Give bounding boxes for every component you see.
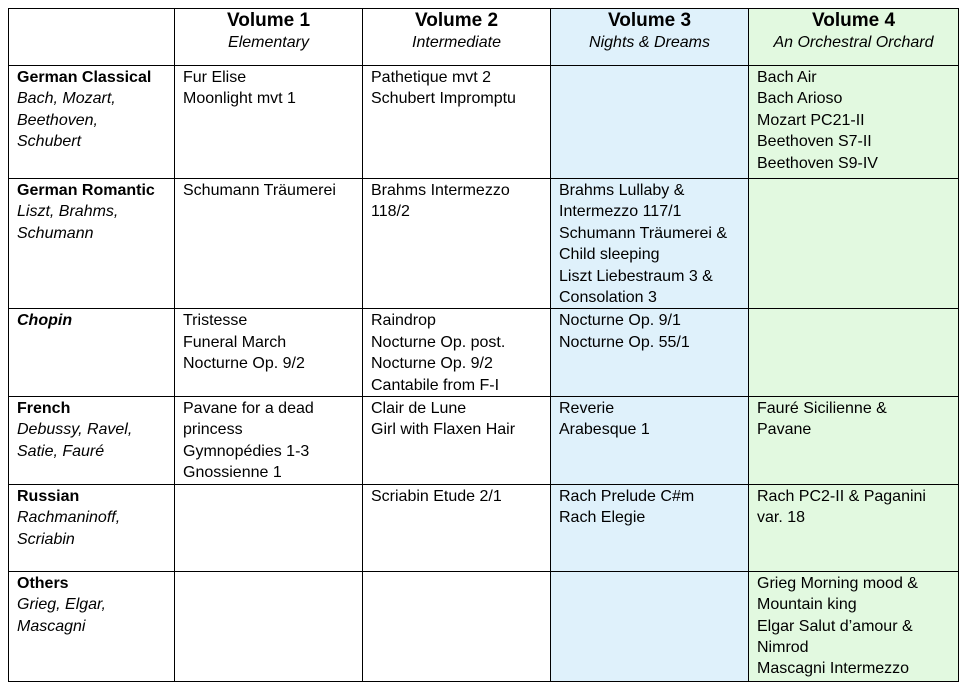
volume-1-cell [175,571,363,681]
volume-4-cell [749,66,959,179]
piece-line: Pavane for a dead [183,400,314,418]
piece-line: Arabesque 1 [559,421,650,439]
header-row [9,9,959,66]
piece-line: Gnossienne 1 [183,464,282,482]
volume-title: Volume 4 [811,10,896,31]
piece-line: Liszt Liebestraum 3 & [559,267,713,285]
volume-1-cell [175,309,363,397]
volume-1-cell [175,66,363,179]
category-cell [9,179,175,309]
table-row [9,309,959,397]
piece-line: Clair de Lune [371,400,467,418]
piece-line: Bach Arioso [757,90,843,108]
piece-line: princess [183,421,243,439]
category-name: Others [17,574,69,592]
piece-line: Grieg Morning mood & [757,574,918,592]
volume-3-cell [551,397,749,485]
volume-header-4 [749,9,959,66]
piece-line: Rach PC2-II & Paganini [757,487,926,505]
composer-line: Liszt, Brahms, [17,203,119,221]
piece-line: Brahms Lullaby & [559,182,685,199]
piece-line: Nocturne Op. 9/2 [371,355,493,373]
piece-line: Schubert Impromptu [371,90,516,108]
table-row [9,571,959,681]
volume-1-cell [175,179,363,309]
volume-3-cell [551,571,749,681]
repertoire-table [8,8,959,682]
piece-line: Child sleeping [559,246,660,264]
table-row [9,66,959,179]
table-row [9,397,959,485]
volume-2-cell [363,66,551,179]
piece-line: Tristesse [183,312,248,330]
volume-title: Volume 2 [414,10,499,31]
volume-4-cell [749,179,959,309]
piece-line: Nimrod [757,638,809,656]
composer-line: Bach, Mozart, [17,90,116,108]
category-name: German Classical [17,69,152,86]
piece-line: Beethoven S9-IV [757,154,878,172]
volume-3-cell [551,309,749,397]
piece-line: Reverie [559,400,615,418]
composer-line: Debussy, Ravel, [17,421,133,439]
piece-line: Girl with Flaxen Hair [371,421,516,439]
piece-line: Mascagni Intermezzo [757,660,910,678]
composer-line: Grieg, Elgar, [17,596,106,614]
piece-line: Pavane [757,421,812,439]
piece-line: Pathetique mvt 2 [371,69,492,86]
volume-title: Volume 1 [226,10,311,31]
piece-line: Schumann Träumerei [183,182,336,199]
volume-3-cell [551,179,749,309]
volume-3-cell [551,484,749,571]
composer-line: Schumann [17,224,94,242]
piece-line: Fur Elise [183,69,247,86]
volume-header-1 [175,9,363,66]
piece-line: Fauré Sicilienne & [757,400,887,418]
volume-3-cell [551,66,749,179]
category-name: Russian [17,487,80,505]
piece-line: Cantabile from F-I [371,376,500,394]
piece-line: Consolation 3 [559,289,657,307]
volume-2-cell [363,571,551,681]
volume-2-cell [363,309,551,397]
piece-line: var. 18 [757,509,806,527]
composer-line: Schubert [17,133,82,151]
piece-line: Funeral March [183,333,287,351]
volume-subtitle: Nights & Dreams [589,34,710,51]
volume-4-cell [749,309,959,397]
volume-4-cell [749,571,959,681]
piece-line: Moonlight mvt 1 [183,90,296,108]
piece-line: Intermezzo 117/1 [559,203,682,221]
piece-line: Nocturne Op. 9/2 [183,355,305,373]
volume-header-2 [363,9,551,66]
category-name: Chopin [17,312,73,330]
composer-line: Mascagni [17,617,86,635]
volume-title: Volume 3 [607,10,692,31]
composer-line: Rachmaninoff, [17,509,121,527]
piece-line: Nocturne Op. 55/1 [559,333,690,351]
piece-line: Nocturne Op. post. [371,333,506,351]
piece-line: 118/2 [371,203,410,221]
piece-line: Schumann Träumerei & [559,224,728,242]
volume-2-cell [363,397,551,485]
volume-1-cell [175,397,363,485]
volume-1-cell [175,484,363,571]
volume-4-cell [749,484,959,571]
category-cell [9,66,175,179]
table-row [9,484,959,571]
piece-line: Beethoven S7-II [757,133,872,151]
composer-line: Beethoven, [17,111,98,129]
piece-line: Brahms Intermezzo [371,182,510,199]
category-name: German Romantic [17,182,155,199]
table-row [9,179,959,309]
category-cell [9,484,175,571]
volume-subtitle: An Orchestral Orchard [773,34,934,51]
piece-line: Mozart PC21-II [757,111,865,129]
volume-subtitle: Intermediate [412,34,501,51]
piece-line: Bach Air [757,69,817,86]
composer-line: Scriabin [17,530,75,548]
piece-line: Rach Prelude C#m [559,487,695,505]
category-name: French [17,400,71,418]
volume-4-cell [749,397,959,485]
category-cell [9,397,175,485]
piece-line: Gymnopédies 1-3 [183,442,310,460]
piece-line: Elgar Salut d’amour & [757,617,913,635]
piece-line: Mountain king [757,596,857,614]
category-cell [9,309,175,397]
piece-line: Raindrop [371,312,436,330]
corner-cell [9,9,175,66]
volume-subtitle: Elementary [228,34,309,51]
piece-line: Scriabin Etude 2/1 [371,487,502,505]
volume-2-cell [363,484,551,571]
volume-header-3 [551,9,749,66]
volume-2-cell [363,179,551,309]
composer-line: Satie, Fauré [17,442,105,460]
category-cell [9,571,175,681]
piece-line: Nocturne Op. 9/1 [559,312,681,330]
piece-line: Rach Elegie [559,509,646,527]
